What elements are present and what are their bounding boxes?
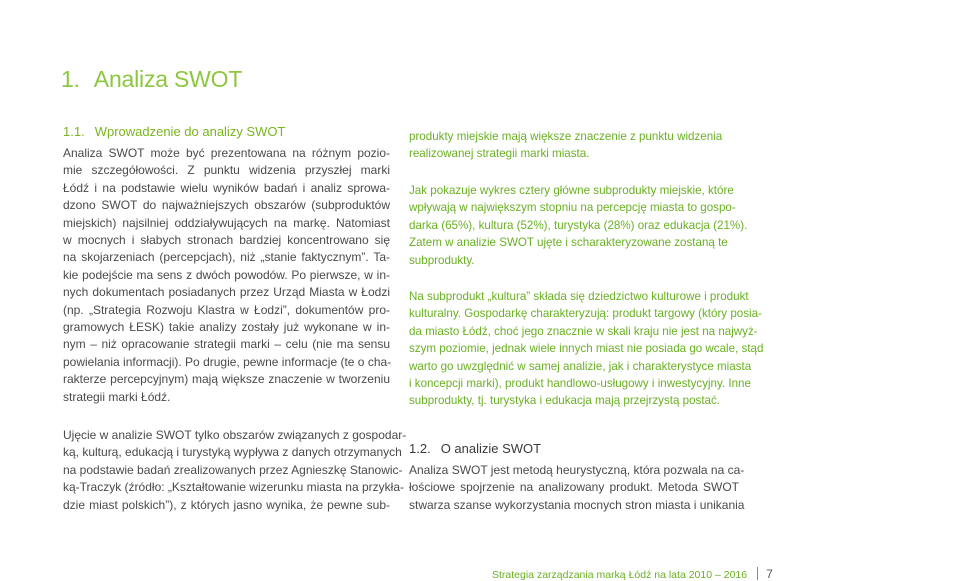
footer-divider [757, 567, 758, 580]
chapter-title: Analiza SWOT [93, 66, 243, 92]
chapter-heading [61, 66, 242, 93]
text-line: Na subprodukt „kultura” składa się dziedzictwo kulturowe i produkt [409, 290, 749, 303]
section-heading-1-1 [63, 124, 285, 139]
text-line: Ujęcie w analizie SWOT tylko obszarów związanych z gospodar- [63, 428, 407, 442]
text-line: miejskich) najsilniej oddziaływujących na markę. Natomiast [63, 215, 390, 230]
text-line: ką-Traczyk (źródło: „Kształtowanie wizerunku miasta na przykła- [63, 480, 404, 495]
text-line: Zatem w analizie SWOT ujęte i scharakteryzowane zostaną te [409, 236, 728, 250]
text-line: subprodukty. [409, 253, 475, 267]
text-line: nych dokumentach posiadanych przez Urząd Miasta w Łodzi [63, 285, 390, 300]
text-line: ką, kulturą, edukacją i turystyką wypływa z danych otrzymanych [63, 445, 402, 460]
section-number: 1.2. [409, 441, 431, 456]
right-paragraph-4 [409, 462, 745, 514]
text-line: dzie miast polskich”), z których jasno wynika, że pewne sub- [63, 497, 390, 512]
section-heading-1-2 [409, 441, 541, 456]
right-paragraph-1 [409, 128, 739, 163]
left-paragraph-1 [63, 145, 390, 406]
page-footer [492, 567, 773, 581]
text-line: da miasto Łódź, choć jego znacznie w skali kraju nie jest na najwyż- [409, 324, 758, 338]
text-line: Łódź i na podstawie wielu wyników badań i analiz sprowa- [63, 180, 390, 195]
text-line: dzono SWOT do najważniejszych obszarów (subproduktów [63, 198, 390, 213]
text-line: łościowe spojrzenie na analizowany produkt. Metoda SWOT [409, 480, 739, 495]
text-line: w mocnych i słabych stronach bardziej koncentrowano się [63, 233, 390, 248]
text-line: kie podejście ma sens z dwóch powodów. Po pierwsze, w in- [63, 267, 390, 282]
text-line: na skojarzeniach (percepcjach), niż „stanie faktycznym”. Ta- [63, 250, 390, 265]
text-line: mie szczegółowości. Z punktu widzenia przyszłej marki [63, 163, 390, 178]
text-line: kulturalny. Gospodarkę charakteryzują: produkt targowy (który posia- [409, 307, 762, 321]
right-paragraph-3 [409, 288, 764, 410]
footer-title: Strategia zarządzania marką Łódź na lata 2010 – 2016 [492, 569, 748, 581]
text-line: wpływają w największym stopniu na percepcję miasta to gospo- [409, 201, 736, 215]
text-line: darka (65%), kultura (52%), turystyka (28%) oraz edukacja (21%). [409, 218, 748, 232]
text-line: szym poziomie, jednak wiele innych miast nie posiada go wcale, stąd [409, 342, 764, 356]
text-line: i koncepcji marki), produkt handlowo-usługowy i inwestycyjny. Inne [409, 377, 751, 391]
text-line: nym – niż opracowanie strategii marki – celu (nie ma sensu [63, 337, 390, 352]
page-number: 7 [766, 567, 773, 581]
text-line: Analiza SWOT może być prezentowana na różnym pozio- [63, 146, 390, 160]
text-line: Jak pokazuje wykres cztery główne subprodukty miejskie, które [409, 184, 734, 197]
text-line: na podstawie badań zrealizowanych przez Agnieszkę Stanowic- [63, 462, 403, 477]
text-line: powielania informacji). Po drugie, pewne informacje (te o cha- [63, 354, 392, 369]
section-title: O analizie SWOT [440, 441, 542, 456]
text-line: rakterze percepcyjnym) mają większe znaczenie w tworzeniu [63, 372, 390, 387]
text-line: produkty miejskie mają większe znaczenie z punktu widzenia [409, 130, 723, 143]
text-line: Analiza SWOT jest metodą heurystyczną, która pozwala na ca- [409, 463, 745, 477]
section-number: 1.1. [63, 124, 85, 139]
right-paragraph-2 [409, 182, 748, 269]
text-line: strategii marki Łódź. [63, 389, 171, 404]
text-line: warto go uwzględnić w samej analizie, jak i charakterystyce miasta [409, 359, 752, 373]
text-line: realizowanej strategii marki miasta. [409, 147, 590, 161]
text-line: subprodukty, tj. turystyka i edukacja mają przejrzystą postać. [409, 394, 721, 408]
section-title: Wprowadzenie do analizy SWOT [94, 124, 286, 139]
left-paragraph-2 [63, 427, 407, 514]
text-line: stwarza szanse wykorzystania mocnych stron miasta i unikania [409, 497, 745, 512]
text-line: (np. „Strategia Rozwoju Klastra w Łodzi”, dokumentów pro- [63, 302, 390, 317]
text-line: gramowych ŁESK) takie analizy zostały już wykonane w in- [63, 320, 390, 335]
chapter-number: 1. [61, 66, 80, 92]
